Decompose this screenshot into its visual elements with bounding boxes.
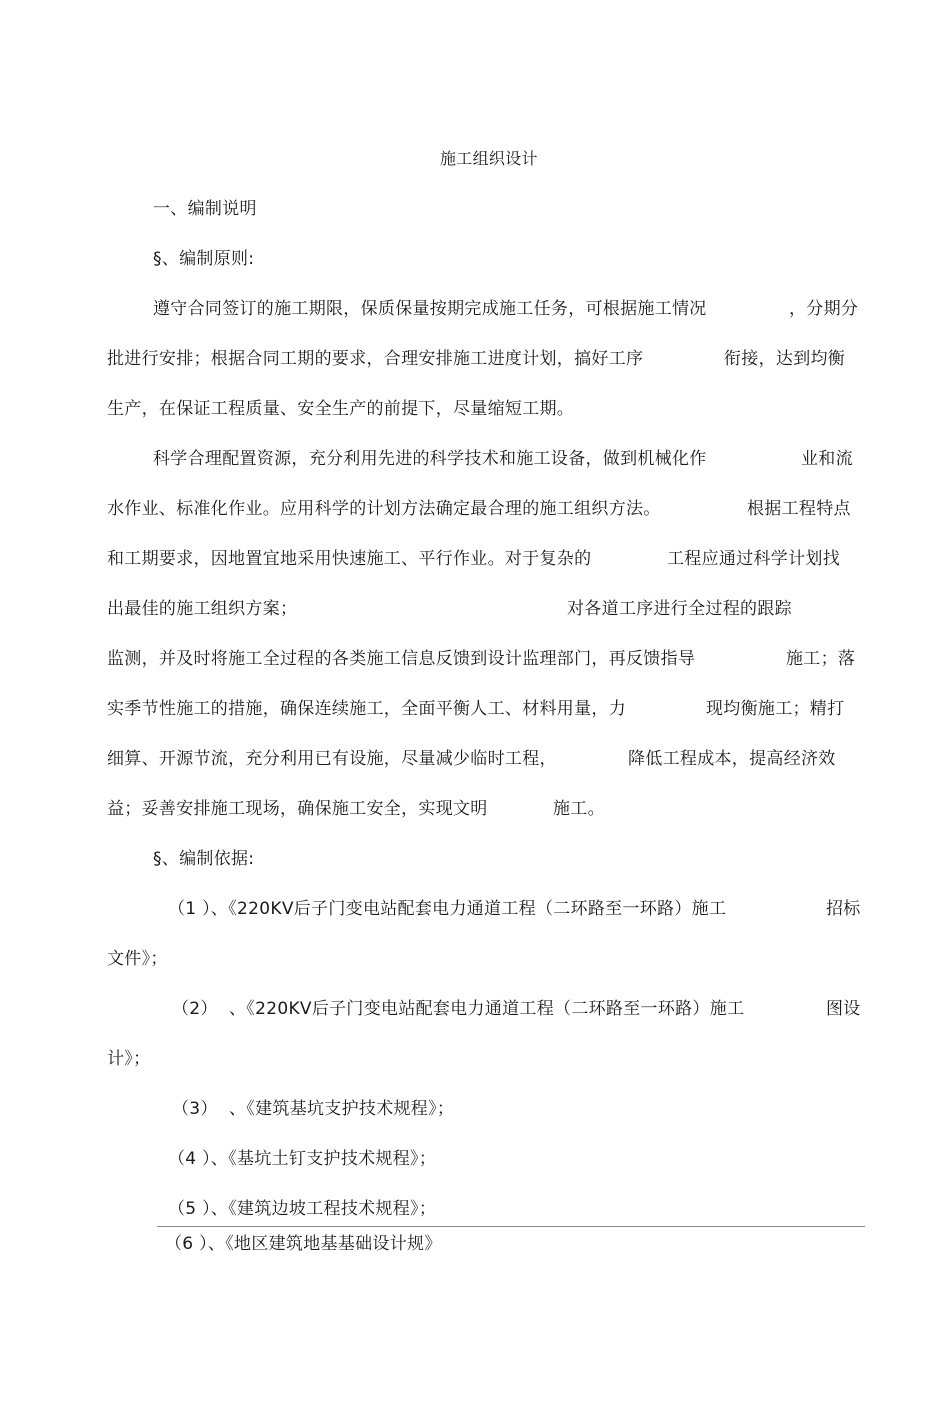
paragraph-line: 益；妥善安排施工现场，确保施工安全，实现文明: [107, 799, 488, 819]
paragraph-line: 实季节性施工的措施，确保连续施工，全面平衡人工、材料用量，力: [107, 699, 626, 719]
paragraph-line: 科学合理配置资源，充分利用先进的科学技术和施工设备，做到机械化作: [153, 449, 707, 469]
list-item: 图设: [826, 999, 861, 1019]
basis-heading: §、编制依据:: [153, 849, 255, 869]
paragraph-line: 衔接，达到均衡: [724, 349, 846, 369]
paragraph-line: 根据工程特点: [747, 499, 851, 519]
list-item: 计》；: [107, 1049, 151, 1069]
page-divider: [157, 1226, 865, 1227]
paragraph-line: 降低工程成本，提高经济效: [628, 749, 836, 769]
paragraph-line: 生产，在保证工程质量、安全生产的前提下，尽量缩短工期。: [107, 399, 575, 419]
paragraph-line: 遵守合同签订的施工期限，保质保量按期完成施工任务，可根据施工情况: [153, 299, 707, 319]
list-item: （1 ）、《220KV后子门变电站配套电力通道工程（二环路至一环路）施工: [168, 899, 727, 919]
list-item: （4 ）、《基坑土钉支护技术规程》；: [168, 1149, 437, 1169]
document-title: 施工组织设计: [440, 149, 538, 168]
list-item: 、《220KV后子门变电站配套电力通道工程（二环路至一环路）施工: [229, 999, 745, 1019]
paragraph-line: 水作业、标准化作业。应用科学的计划方法确定最合理的施工组织方法。: [107, 499, 661, 519]
paragraph-line: 出最佳的施工组织方案；: [107, 599, 298, 619]
paragraph-line: 批进行安排；根据合同工期的要求，合理安排施工进度计划，搞好工序: [107, 349, 644, 369]
list-item: （3）: [172, 1099, 218, 1119]
paragraph-line: 细算、开源节流，充分利用已有设施，尽量减少临时工程，: [107, 749, 557, 769]
paragraph-line: 和工期要求，因地置宜地采用快速施工、平行作业。对于复杂的: [107, 549, 592, 569]
list-item: （5 ）、《建筑边坡工程技术规程》；: [168, 1199, 437, 1219]
paragraph-line: 施工。: [553, 799, 605, 819]
list-item: 招标: [826, 899, 861, 919]
paragraph-line: ，分期分: [789, 299, 859, 319]
list-item: （2）: [172, 999, 218, 1019]
paragraph-line: 对各道工序进行全过程的跟踪: [567, 599, 792, 619]
list-item: 、《建筑基坑支护技术规程》；: [229, 1099, 455, 1119]
paragraph-line: 工程应通过科学计划找: [667, 549, 840, 569]
section-heading-1: 一、编制说明: [153, 199, 257, 219]
paragraph-line: 现均衡施工；精打: [706, 699, 845, 719]
list-item: 文件》；: [107, 949, 168, 969]
paragraph-line: 业和流: [801, 449, 853, 469]
paragraph-line: 施工；落: [786, 649, 856, 669]
paragraph-line: 监测，并及时将施工全过程的各类施工信息反馈到设计监理部门，再反馈指导: [107, 649, 696, 669]
principles-heading: §、编制原则:: [153, 249, 255, 269]
list-item: （6 ）、《地区建筑地基基础设计规》: [165, 1234, 442, 1254]
